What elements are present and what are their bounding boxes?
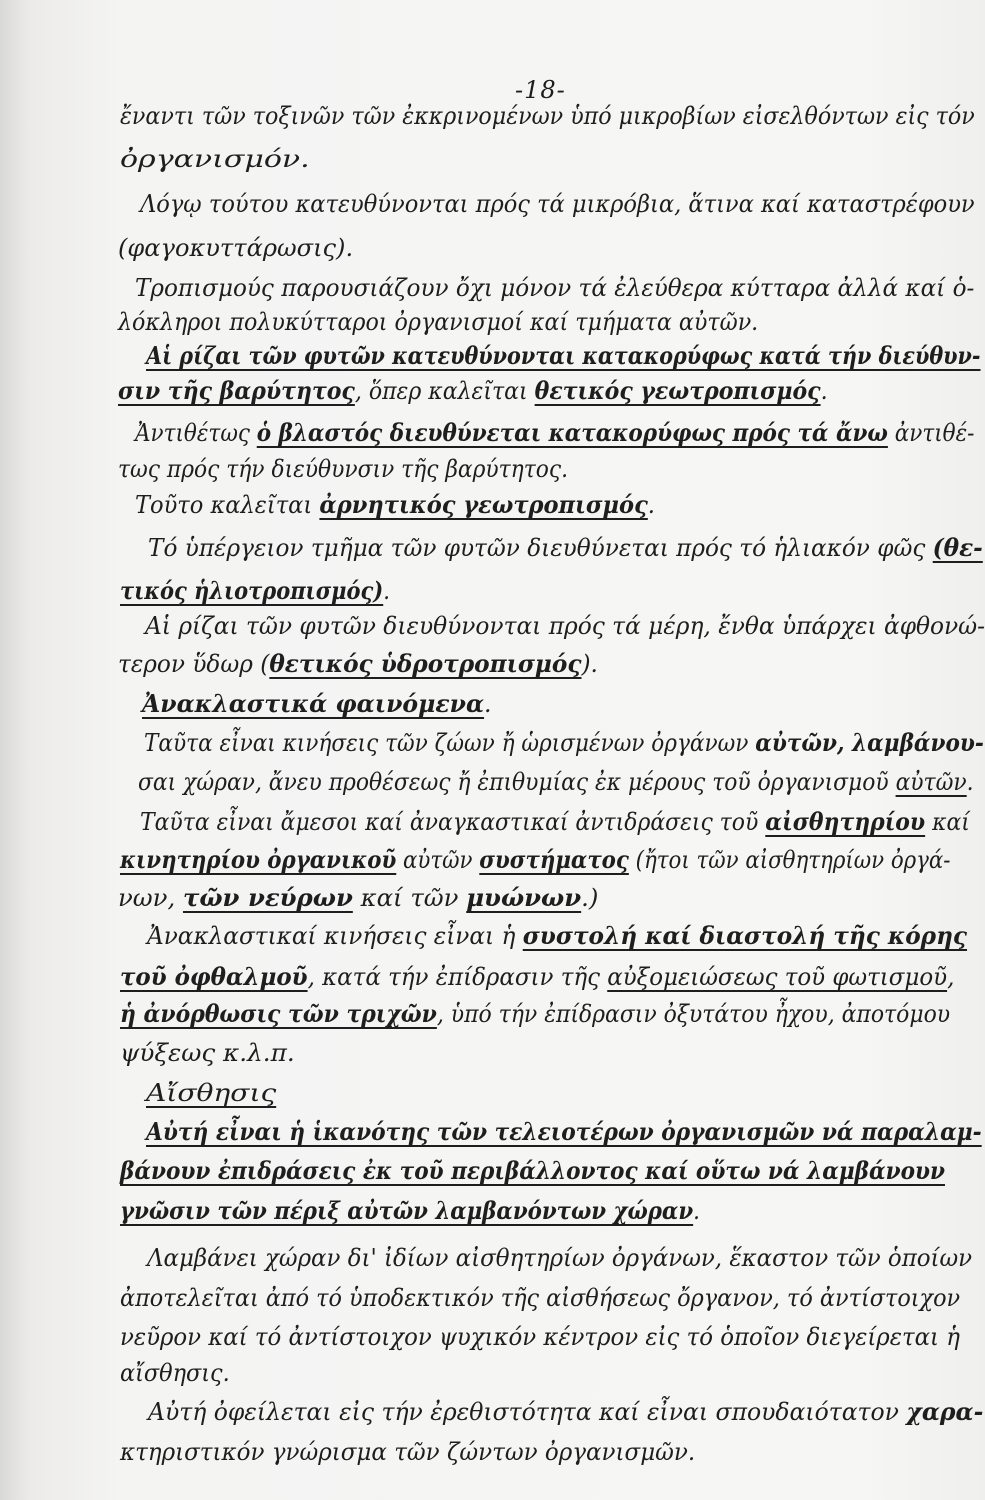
text-line: [146, 1116, 982, 1148]
text-line: [148, 532, 983, 564]
text-line: [146, 1077, 276, 1109]
text-line: [120, 961, 954, 993]
text-segment: ἀντιθέ-: [887, 419, 975, 447]
emphasized-text: τῶν νεύρων: [182, 883, 353, 912]
text-line: [120, 998, 950, 1030]
emphasized-text: τοῦ ὀφθαλμοῦ: [120, 962, 308, 991]
text-segment: .): [581, 884, 599, 912]
text-line: [120, 100, 975, 132]
text-line: [118, 306, 758, 338]
text-line: [135, 272, 974, 304]
text-segment: αὐτῶν: [895, 768, 967, 796]
text-line: [120, 143, 310, 175]
text-line: [118, 882, 598, 914]
text-segment: Λόγῳ τούτου κατευθύνονται πρός τά μικρόβια, ἅτινα καί καταστρέφουν: [140, 190, 975, 218]
text-segment: αὐτῶν: [396, 846, 480, 874]
text-line: [145, 610, 985, 642]
text-line: [135, 417, 974, 449]
emphasized-text: βάνουν ἐπιδράσεις ἐκ τοῦ περιβάλλοντος καί οὕτω νά λαμβάνουν: [120, 1156, 945, 1185]
text-segment: (φαγοκυττάρωσις).: [118, 234, 354, 262]
emphasized-text: αἰσθητηρίου: [765, 807, 926, 836]
text-segment: .: [693, 1197, 700, 1225]
emphasized-text: ἡ ἀνόρθωσις τῶν τριχῶν: [120, 999, 437, 1028]
text-segment: ἔναντι τῶν τοξινῶν τῶν ἐκκρινομένων ὑπό μικροβίων εἰσελθόντων εἰς τόν: [120, 102, 975, 130]
text-segment: ,: [947, 963, 955, 991]
text-segment: νεῦρον καί τό ἀντίστοιχον ψυχικόν κέντρον εἰς τό ὁποῖον διεγείρεται ἡ: [120, 1323, 960, 1351]
text-segment: λόκληροι πολυκύτταροι ὀργανισμοί καί τμήματα αὐτῶν.: [118, 308, 759, 336]
text-line: [147, 920, 967, 952]
page-number: -18-: [515, 76, 566, 104]
emphasized-text: τικός ἡλιοτροπισμός): [120, 576, 384, 605]
text-segment: Τό ὑπέργειον τμῆμα τῶν φυτῶν διευθύνεται πρός τό ἡλιακόν φῶς: [148, 534, 933, 562]
text-line: [142, 688, 492, 720]
text-line: [118, 232, 353, 264]
text-line: [146, 340, 981, 372]
emphasized-text: θετικός γεωτροπισμός: [534, 376, 821, 405]
text-segment: χαρα-: [906, 1397, 984, 1426]
text-segment: Ἀνακλαστικαί κινήσεις εἶναι ἡ: [147, 922, 523, 950]
text-segment: Τοῦτο καλεῖται: [135, 491, 320, 519]
text-segment: .: [647, 491, 655, 519]
text-segment: αὐτῶν, λαμβάνου-: [755, 728, 984, 757]
emphasized-text: Ἀνακλαστικά φαινόμενα: [142, 689, 485, 718]
emphasized-text: θετικός ὑδροτροπισμός: [269, 649, 582, 678]
text-line: [120, 1037, 295, 1069]
emphasized-text: κινητηρίου ὀργανικοῦ: [120, 845, 397, 874]
emphasized-text: σιν τῆς βαρύτητος: [118, 376, 355, 405]
text-line: [140, 188, 975, 220]
text-line: [118, 648, 598, 680]
text-segment: τως πρός τήν διεύθυνσιν τῆς βαρύτητος.: [118, 455, 568, 483]
text-segment: Αὐτή ὀφείλεται εἰς τήν ἐρεθιστότητα καί εἶναι σπουδαιότατον: [148, 1398, 907, 1426]
text-segment: .: [484, 690, 492, 718]
text-line: [120, 1436, 695, 1468]
text-segment: νων,: [118, 884, 183, 912]
text-segment: κτηριστικόν γνώρισμα τῶν ζώντων ὀργανισμῶν.: [120, 1438, 696, 1466]
emphasized-text: Αὐτή εἶναι ἡ ἱκανότης τῶν τελειοτέρων ὀργανισμῶν νά παραλαμ-: [146, 1117, 982, 1146]
text-segment: .: [383, 577, 390, 605]
text-line: [120, 1195, 700, 1227]
emphasized-text: γνῶσιν τῶν πέριξ αὐτῶν λαμβανόντων χώραν: [120, 1196, 694, 1225]
text-segment: Αἱ ρίζαι τῶν φυτῶν διευθύνονται πρός τά μέρη, ἔνθα ὑπάρχει ἀφθονώ-: [145, 612, 985, 640]
text-segment: αἴσθησις.: [120, 1359, 230, 1387]
text-segment: Τροπισμούς παρουσιάζουν ὄχι μόνον τά ἐλεύθερα κύτταρα ἀλλά καί ὁ-: [135, 274, 975, 302]
text-line: [120, 844, 951, 876]
text-line: [144, 727, 984, 759]
text-segment: ἀποτελεῖται ἀπό τό ὑποδεκτικόν τῆς αἰσθήσεως ὄργανον, τό ἀντίστοιχον: [120, 1284, 961, 1312]
text-line: [147, 1242, 972, 1274]
text-segment: αὐξομειώσεως τοῦ φωτισμοῦ: [607, 963, 948, 991]
text-segment: ψύξεως κ.λ.π.: [120, 1039, 295, 1067]
text-segment: .: [820, 377, 828, 405]
emphasized-text: ὁ βλαστός διευθύνεται κατακορύφως πρός τά ἄνω: [256, 418, 888, 447]
text-segment: σαι χώραν, ἄνευ προθέσεως ἤ ἐπιθυμίας ἐκ μέρους τοῦ ὀργανισμοῦ: [138, 768, 896, 796]
text-line: [120, 1357, 230, 1389]
text-line: [140, 806, 970, 838]
text-line: [148, 1396, 983, 1428]
text-segment: , ὑπό τήν ἐπίδρασιν ὀξυτάτου ἦχου, ἀποτόμου: [436, 1000, 951, 1028]
emphasized-text: μυώνων: [466, 883, 582, 912]
text-segment: καί: [925, 808, 970, 836]
text-segment: τερον ὕδωρ (: [118, 650, 270, 678]
text-line: [138, 766, 974, 798]
text-segment: Ἀντιθέτως: [135, 419, 257, 447]
text-segment: , ὅπερ καλεῖται: [354, 377, 535, 405]
text-line: [120, 1155, 945, 1187]
emphasized-text: (θε-: [932, 533, 983, 562]
text-segment: (ἤτοι τῶν αἰσθητηρίων ὀργά-: [628, 846, 951, 874]
text-line: [118, 453, 568, 485]
text-line: [120, 1282, 960, 1314]
text-line: [120, 1321, 960, 1353]
text-segment: Λαμβάνει χώραν δι' ἰδίων αἰσθητηρίων ὀργάνων, ἕκαστον τῶν ὁποίων: [147, 1244, 973, 1272]
text-segment: ).: [581, 650, 598, 678]
emphasized-text: συστολή καί διαστολή τῆς κόρης: [522, 921, 968, 950]
text-segment: Ταῦτα εἶναι ἄμεσοι καί ἀναγκαστικαί ἀντιδράσεις τοῦ: [140, 808, 766, 836]
emphasized-text: συστήματος: [479, 845, 629, 874]
text-segment: Ταῦτα εἶναι κινήσεις τῶν ζώων ἤ ὡρισμένων ὀργάνων: [144, 729, 756, 757]
text-segment: καί τῶν: [352, 884, 467, 912]
text-segment: , κατά τήν ἐπίδρασιν τῆς: [307, 963, 608, 991]
emphasized-text: Αἱ ρίζαι τῶν φυτῶν κατευθύνονται κατακορύφως κατά τήν διεύθυν-: [146, 341, 981, 370]
text-segment: ὀργανισμόν.: [120, 145, 310, 173]
text-line: [120, 575, 390, 607]
text-segment: .: [966, 768, 974, 796]
text-segment: Αἴσθησις: [146, 1079, 277, 1107]
text-line: [135, 489, 655, 521]
emphasized-text: ἀρνητικός γεωτροπισμός: [319, 490, 648, 519]
text-line: [118, 375, 828, 407]
